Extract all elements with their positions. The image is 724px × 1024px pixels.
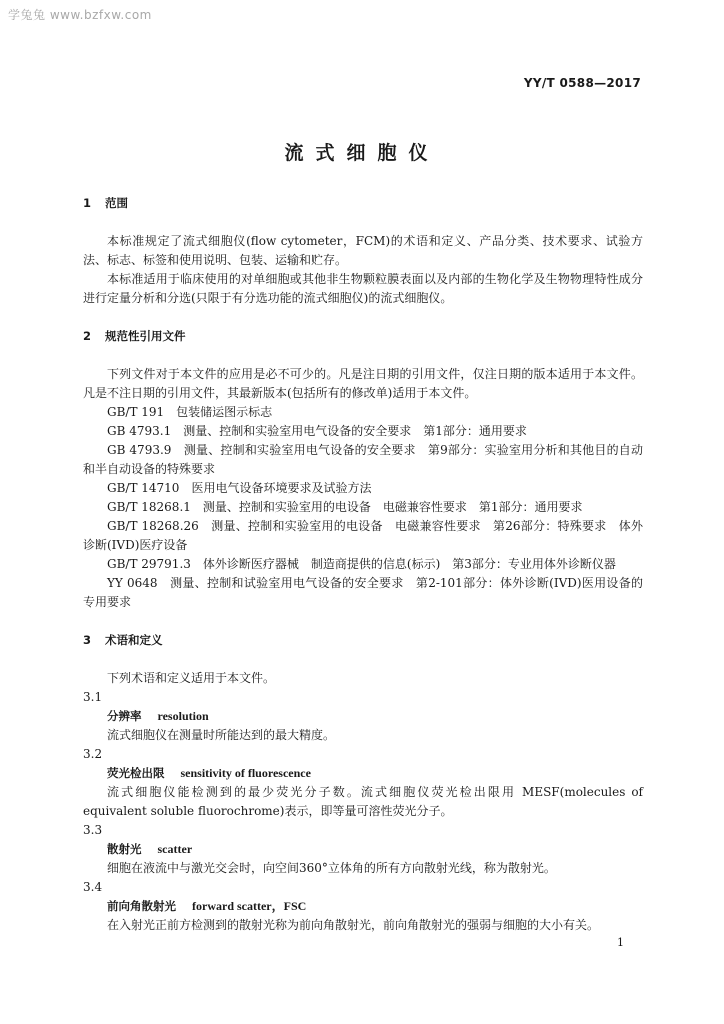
document-body (83, 194, 643, 935)
paragraph: 本标准规定了流式细胞仪(flow cytometer，FCM)的术语和定义、产品分类、技术要求、试验方法、标志、标签和使用说明、包装、运输和贮存。 (83, 234, 643, 267)
term-number: 3.3 (83, 823, 103, 837)
page-title: 流式细胞仪 (284, 142, 440, 164)
reference-item: GB 4793.1 测量、控制和实验室用电气设备的安全要求 第1部分：通用要求 (107, 424, 527, 438)
reference-item: GB/T 14710 医用电气设备环境要求及试验方法 (107, 481, 372, 495)
reference-item: YY 0648 测量、控制和试验室用电气设备的安全要求 第2-101部分：体外诊断(IVD)医用设备的专用要求 (83, 576, 643, 609)
paragraph: 本标准适用于临床使用的对单细胞或其他非生物颗粒膜表面以及内部的生物化学及生物物理特性成分进行定量分析和分选(只限于有分选功能的流式细胞仪)的流式细胞仪。 (83, 272, 643, 305)
term-definition: 流式细胞仪在测量时所能达到的最大精度。 (107, 728, 336, 742)
term-name: 散射光 scatter (107, 842, 193, 856)
section-heading-scope: 1 范围 (83, 196, 128, 210)
reference-item: GB 4793.9 测量、控制和实验室用电气设备的安全要求 第9部分：实验室用分析和其他目的自动和半自动设备的特殊要求 (83, 443, 643, 476)
term-number: 3.1 (83, 690, 103, 704)
reference-item: GB/T 29791.3 体外诊断医疗器械 制造商提供的信息(标示) 第3部分：专业用体外诊断仪器 (107, 557, 616, 571)
term-definition: 细胞在液流中与激光交会时，向空间360°立体角的所有方向散射光线，称为散射光。 (107, 861, 556, 875)
document-code: YY/T 0588—2017 (523, 76, 641, 90)
term-definition: 在入射光正前方检测到的散射光称为前向角散射光，前向角散射光的强弱与细胞的大小有关。 (107, 918, 600, 932)
paragraph: 下列术语和定义适用于本文件。 (107, 671, 276, 685)
term-name: 前向角散射光 forward scatter，FSC (107, 899, 307, 913)
reference-item: GB/T 191 包装储运图示标志 (107, 405, 273, 419)
reference-item: GB/T 18268.26 测量、控制和实验室用的电设备 电磁兼容性要求 第26部分：特殊要求 体外诊断(IVD)医疗设备 (83, 519, 643, 552)
section-heading-normative-references: 2 规范性引用文件 (83, 329, 186, 343)
page-number: 1 (617, 936, 624, 949)
watermark: 学兔兔 www.bzfxw.com (8, 8, 152, 22)
term-number: 3.2 (83, 747, 103, 761)
section-heading-terms: 3 术语和定义 (83, 633, 163, 647)
term-number: 3.4 (83, 880, 103, 894)
paragraph: 下列文件对于本文件的应用是必不可少的。凡是注日期的引用文件，仅注日期的版本适用于本文件。凡是不注日期的引用文件，其最新版本(包括所有的修改单)适用于本文件。 (83, 367, 643, 400)
term-name: 分辨率 resolution (107, 709, 209, 723)
reference-item: GB/T 18268.1 测量、控制和实验室用的电设备 电磁兼容性要求 第1部分：通用要求 (107, 500, 583, 514)
term-definition: 流式细胞仪能检测到的最少荧光分子数。流式细胞仪荧光检出限用 MESF(molecules of equivalent soluble fluorochrome)表示，即等量可溶性荧光分子。 (83, 785, 643, 818)
term-name: 荧光检出限 sensitivity of fluorescence (107, 766, 311, 780)
